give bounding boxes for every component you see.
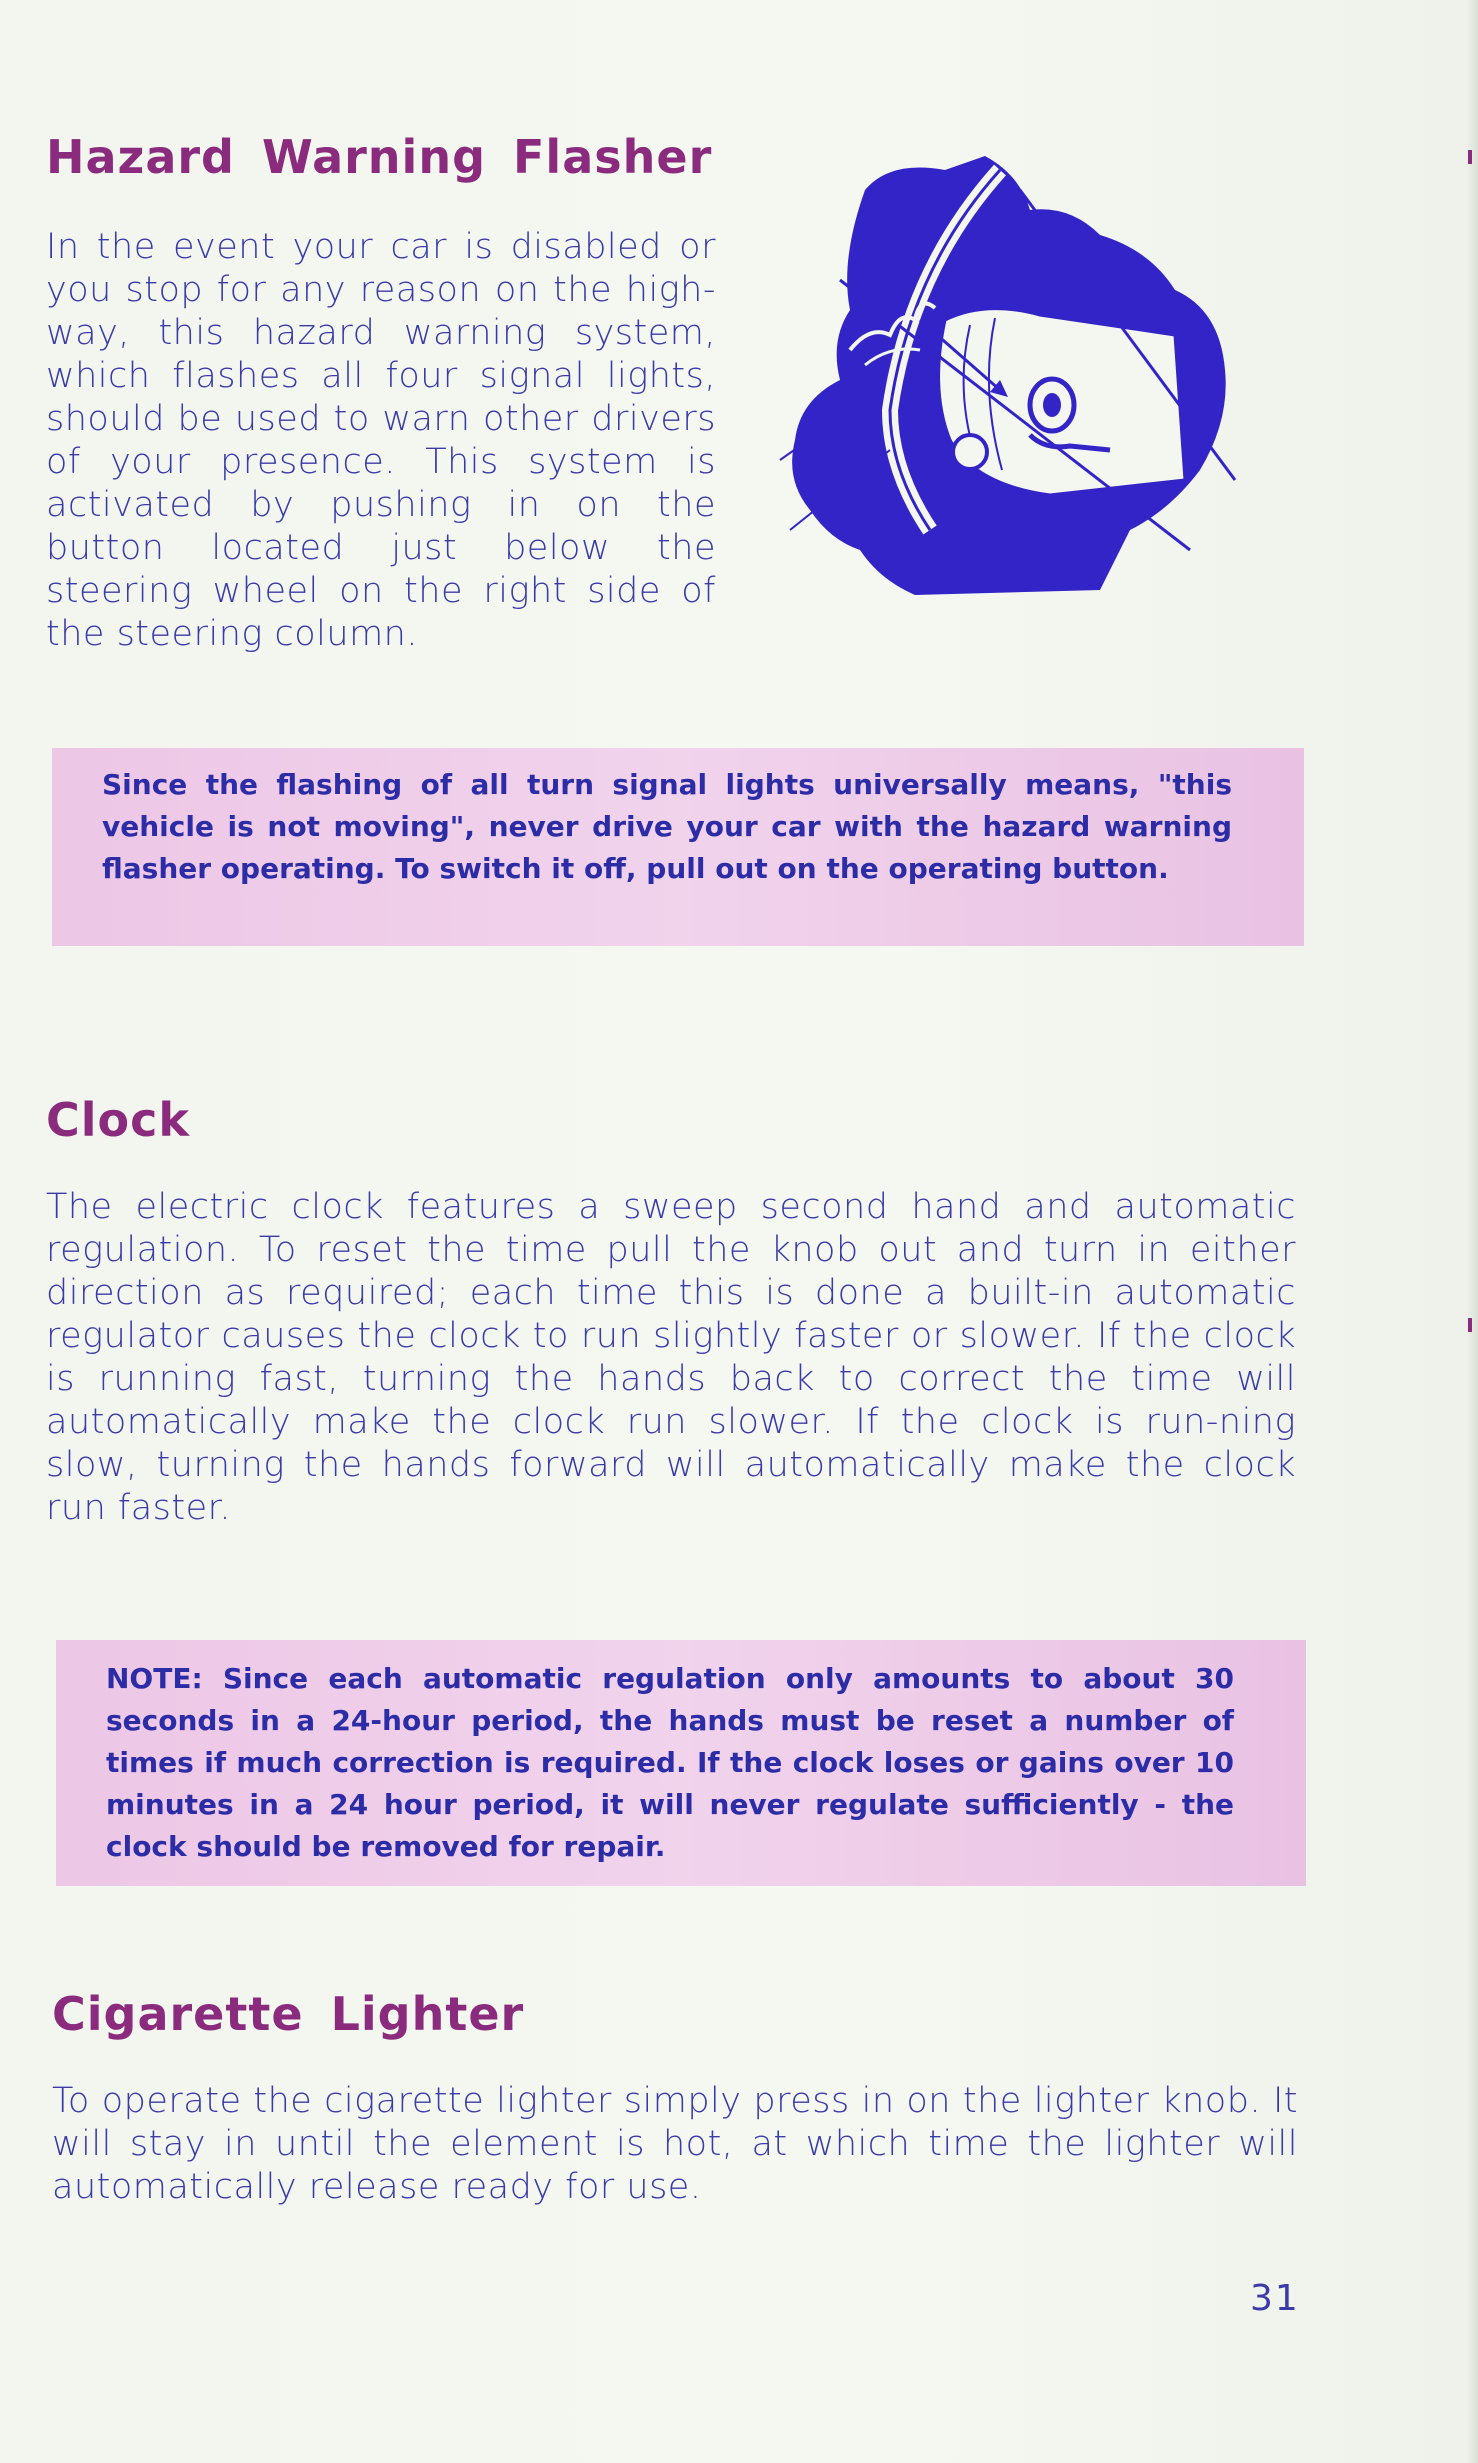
hazard-heading: Hazard Warning Flasher	[46, 130, 713, 184]
hazard-caution-box	[52, 748, 1304, 946]
illustration-ink	[780, 156, 1235, 595]
clock-heading: Clock	[46, 1093, 190, 1147]
steering-column-illustration	[770, 150, 1240, 600]
hazard-caution-text: Since the flashing of all turn signal lights universally means, "this vehicle is not moving", never drive your car with the hazard warning flasher operating. To switch it off, pull out on the operating button.	[102, 768, 1232, 885]
clock-body: The electric clock features a sweep second hand and automatic regulation. To reset the time pull the knob out and turn in either direction as required; each time this is done a built-in automatic regulator causes the clock to run slightly faster or slower. If the clock is running fast, turning the hands back to correct the time will automatically make the clock run slower. If the clock is run-ning slow, turning the hands forward will automatically make the clock run faster.	[46, 1187, 1296, 1528]
hazard-body: In the event your car is disabled or you stop for any reason on the high-way, this hazard warning system, which flashes all four signal lights, should be used to warn other drivers of your presence. This system is activated by pushing in on the button located just below the steering wheel on the right side of the steering column.	[46, 227, 716, 654]
page-number: 31	[1250, 2278, 1300, 2319]
margin-tick-middle	[1468, 1318, 1472, 1332]
clock-note-box	[56, 1640, 1306, 1886]
lighter-heading: Cigarette Lighter	[52, 1987, 525, 2041]
page-edge-shadow	[1466, 0, 1478, 2463]
margin-tick-top	[1468, 150, 1472, 164]
clock-note-text: NOTE: Since each automatic regulation only amounts to about 30 seconds in a 24-hour period, the hands must be reset a number of times if much correction is required. If the clock loses or gains over 10 minutes in a 24 hour period, it will never regulate sufficiently - the clock should be removed for repair.	[106, 1662, 1234, 1863]
lighter-body: To operate the cigarette lighter simply press in on the lighter knob. It will stay in until the element is hot, at which time the lighter will automatically release ready for use.	[52, 2081, 1298, 2207]
